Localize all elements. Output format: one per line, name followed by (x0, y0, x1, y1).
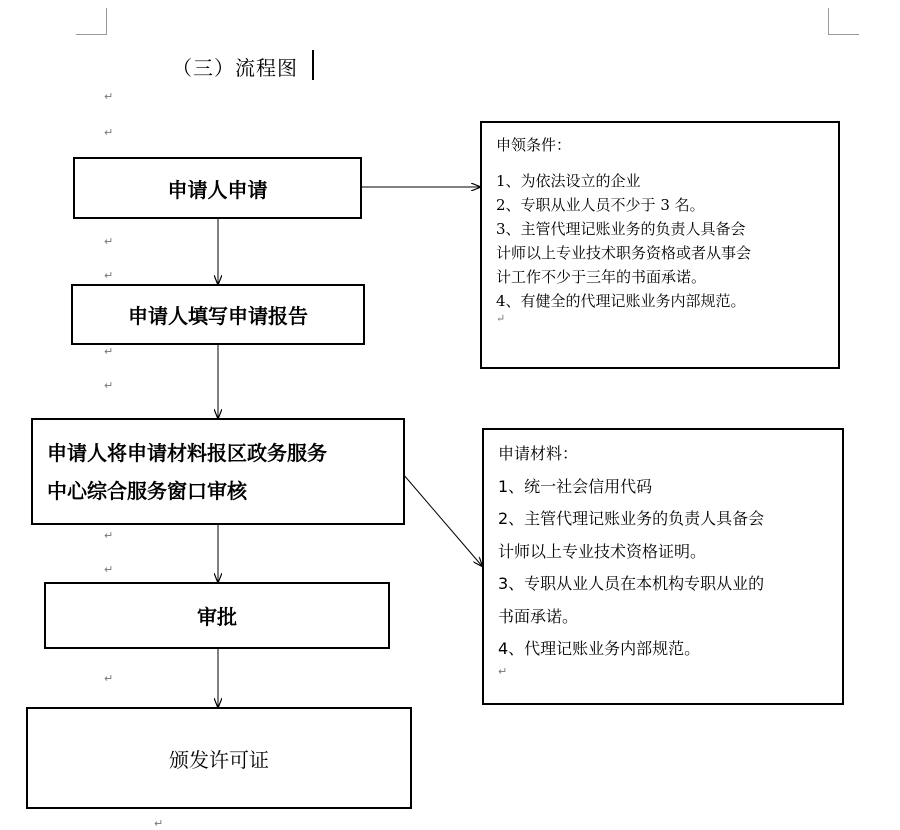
materials-line: 1、统一社会信用代码 (498, 476, 653, 496)
step-apply-label: 申请人申请 (167, 177, 268, 202)
paragraph-mark: ↵ (104, 345, 114, 358)
paragraph-mark: ↵ (496, 312, 506, 325)
arrow-to-materials (403, 474, 482, 566)
conditions-line: 计师以上专业技术职务资格或者从事会 (496, 244, 752, 262)
paragraph-mark: ↵ (104, 269, 114, 282)
materials-title: 申请材料： (498, 444, 579, 463)
step-apply-box[interactable] (73, 157, 362, 219)
paragraph-mark: ↵ (104, 529, 114, 542)
step-review-line: 中心综合服务窗口审核 (47, 479, 247, 503)
section-heading[interactable]: （三）流程图 (172, 56, 298, 80)
materials-line: 计师以上专业技术资格证明。 (498, 541, 707, 561)
materials-line: 3、专职从业人员在本机构专职从业的 (498, 574, 765, 593)
conditions-line: 4、有健全的代理记账业务内部规范。 (496, 292, 746, 310)
paragraph-mark: ↵ (104, 672, 114, 685)
conditions-line: 1、为依法设立的企业 (496, 172, 641, 190)
step-report-label: 申请人填写申请报告 (128, 304, 308, 328)
paragraph-mark: ↵ (104, 563, 114, 576)
step-approve-box[interactable] (44, 582, 390, 649)
materials-box[interactable] (482, 428, 844, 705)
paragraph-mark: ↵ (154, 817, 164, 830)
paragraph-mark: ↵ (104, 379, 114, 392)
step-license-box[interactable] (26, 707, 412, 809)
step-license-label: 颁发许可证 (169, 747, 269, 772)
conditions-title: 申领条件： (496, 136, 572, 154)
conditions-box[interactable] (480, 121, 840, 369)
materials-line: 书面承诺。 (498, 606, 579, 626)
paragraph-mark: ↵ (104, 235, 114, 248)
materials-line: 4、代理记账业务内部规范。 (498, 639, 701, 658)
paragraph-mark: ↵ (104, 126, 114, 139)
conditions-line: 3、主管代理记账业务的负责人具备会 (496, 220, 746, 238)
conditions-line: 2、专职从业人员不少于 3 名。 (496, 196, 705, 214)
step-review-box[interactable] (31, 418, 405, 525)
conditions-line: 计工作不少于三年的书面承诺。 (496, 268, 707, 286)
step-report-box[interactable] (71, 284, 365, 345)
step-approve-label: 审批 (197, 605, 237, 629)
step-review-line: 申请人将申请材料报区政务服务 (47, 441, 327, 465)
materials-line: 2、主管代理记账业务的负责人具备会 (498, 509, 765, 528)
paragraph-mark: ↵ (104, 90, 114, 103)
paragraph-mark: ↵ (498, 664, 508, 678)
